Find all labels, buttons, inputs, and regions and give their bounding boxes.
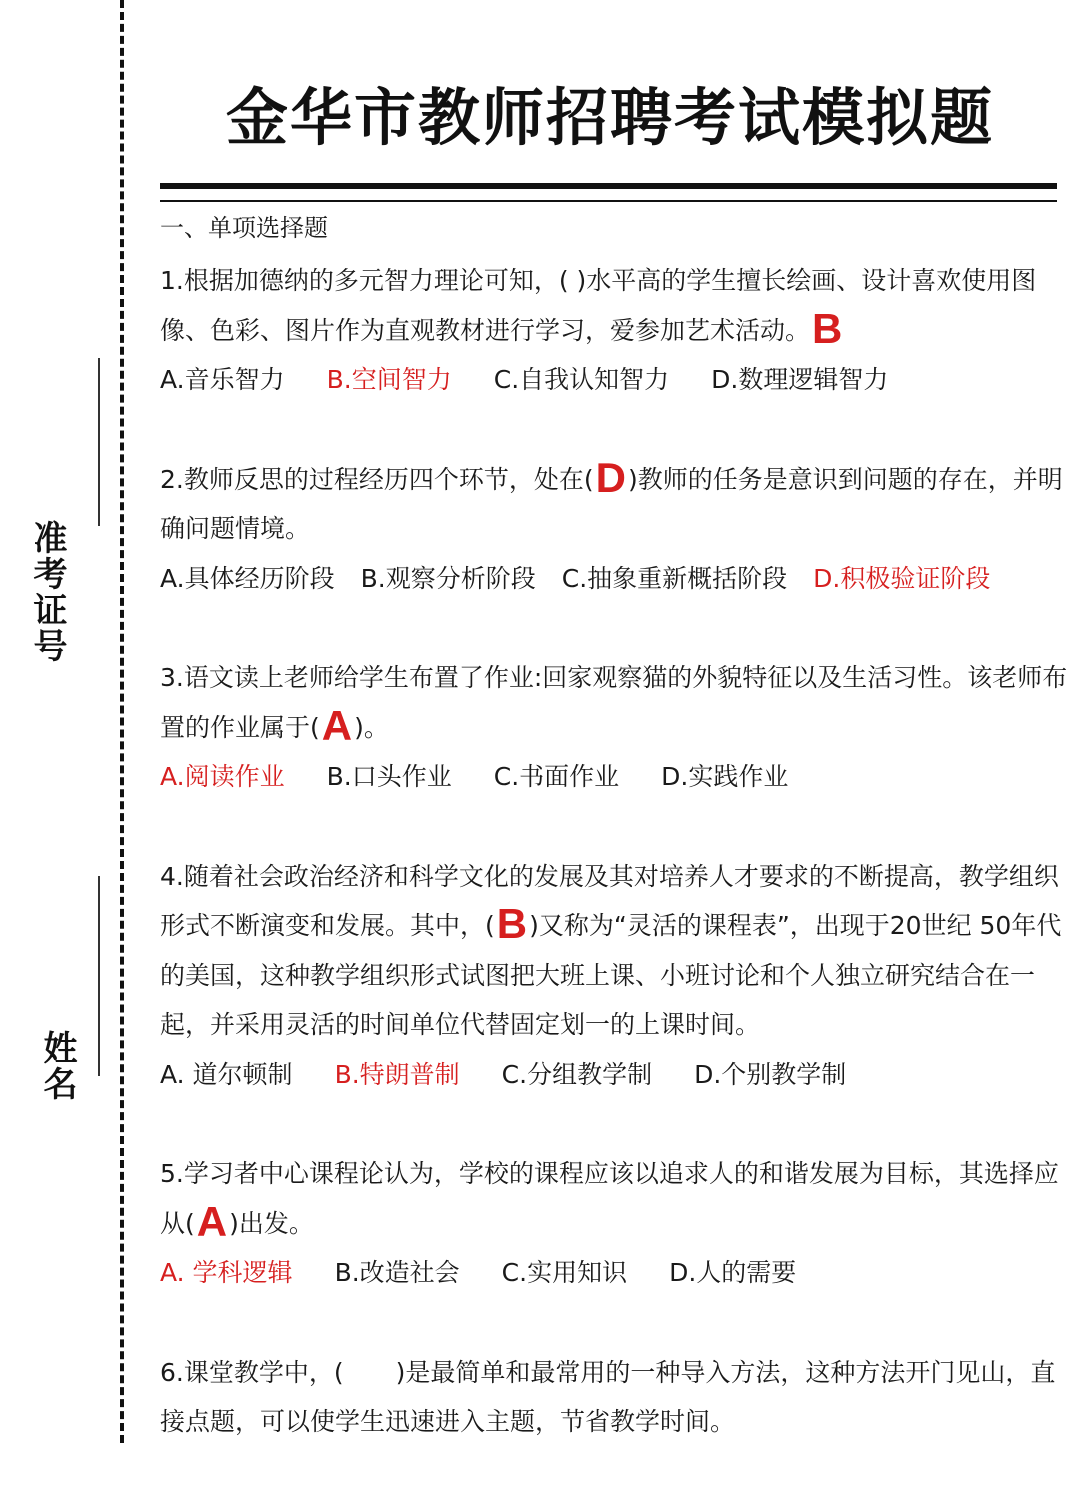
question-4 [160, 852, 1070, 1100]
handwritten-answer: B [496, 900, 528, 947]
option-a: A.音乐智力 [160, 365, 285, 394]
name-underline [98, 876, 100, 1076]
option-list [160, 752, 1070, 802]
question-stem: 6.课堂教学中，( [160, 1357, 344, 1387]
question-stem: 5.学习者中心课程论认为，学校的课程应该以追求人的和谐发展为目标，其选择应从( [160, 1159, 1059, 1238]
option-a: A.具体经历阶段 [160, 563, 335, 593]
name-label: 姓名 [37, 1030, 77, 1102]
question-stem: 1.根据加德纳的多元智力理论可知，( )水平高的学生擅长绘画、设计喜欢使用图像、色彩、图片作为直观教材进行学习，爱参加艺术活动。 [160, 266, 1037, 345]
handwritten-answer: A [196, 1197, 228, 1245]
option-b: B.特朗普制 [334, 1059, 460, 1089]
question-text [160, 653, 1070, 752]
title-rule-thick [160, 183, 1057, 189]
question-1 [160, 256, 1070, 405]
question-3 [160, 653, 1070, 802]
question-list [160, 208, 1070, 1497]
option-d: D.个别教学制 [694, 1059, 847, 1089]
option-b: B.改造社会 [334, 1258, 460, 1287]
option-list [160, 1248, 1070, 1298]
question-5 [160, 1149, 1070, 1298]
question-stem: 3.语文读上老师给学生布置了作业:回家观察猫的外貌特征以及生活习性。该老师布置的作业属于( [160, 663, 1068, 742]
section-title: 一、单项选择题 [160, 214, 328, 242]
option-b: B.空间智力 [326, 365, 452, 394]
option-b: B.观察分析阶段 [360, 563, 536, 593]
question-2 [160, 455, 1070, 604]
question-text [160, 256, 1070, 355]
handwritten-answer: B [812, 304, 843, 352]
question-stem: 2.教师反思的过程经历四个环节，处在( [160, 464, 594, 494]
option-list [160, 554, 1070, 604]
option-b: B.口头作业 [326, 762, 452, 791]
option-c: C.抽象重新概括阶段 [561, 563, 788, 593]
exam-number-label: 准考证号 [27, 520, 67, 664]
question-text [160, 852, 1070, 1050]
handwritten-answer: A [321, 701, 353, 749]
question-stem-end: )又称为“灵活的课程表”，出现于20世纪 50年代的美国，这种教学组织形式试图把大班上课、小班讨论和个人独立研究结合在一起，并采用灵活的时间单位代替固定划一的上课时间。 [160, 911, 1062, 1039]
binding-dashed-line [120, 0, 124, 1443]
question-6 [160, 1348, 1070, 1447]
option-d: D.实践作业 [661, 762, 789, 791]
option-d: D.积极验证阶段 [813, 563, 991, 593]
title-rule-thin [160, 200, 1057, 202]
question-text [160, 1348, 1070, 1447]
option-a: A.阅读作业 [160, 762, 285, 791]
question-text [160, 455, 1070, 554]
option-c: C.实用知识 [501, 1258, 628, 1287]
question-text [160, 1149, 1070, 1248]
exam-number-underline [98, 358, 100, 526]
option-list [160, 355, 1070, 405]
page-title: 金华市教师招聘考试模拟题 [225, 81, 994, 154]
option-a: A. 学科逻辑 [160, 1258, 293, 1287]
option-c: C.书面作业 [493, 762, 620, 791]
option-d: D.人的需要 [669, 1258, 797, 1287]
question-stem: 4.随着社会政治经济和科学文化的发展及其对培养人才要求的不断提高，教学组织形式不断演变和发展。其中，( [160, 861, 1059, 940]
question-stem-end: )出发。 [229, 1208, 314, 1238]
question-stem-end: )。 [354, 712, 389, 742]
option-c: C.自我认知智力 [493, 365, 670, 394]
question-stem-end: )是最简单和最常用的一种导入方法，这种方法开门见山，直接点题，可以使学生迅速进入主题，节省教学时间。 [160, 1357, 1056, 1436]
option-a: A. 道尔顿制 [160, 1059, 293, 1089]
handwritten-answer: D [595, 453, 626, 501]
question-stem-end: )教师的任务是意识到问题的存在，并明确问题情境。 [160, 464, 1063, 543]
option-c: C.分组教学制 [501, 1059, 653, 1089]
option-d: D.数理逻辑智力 [711, 365, 889, 394]
option-list [160, 1050, 1070, 1100]
